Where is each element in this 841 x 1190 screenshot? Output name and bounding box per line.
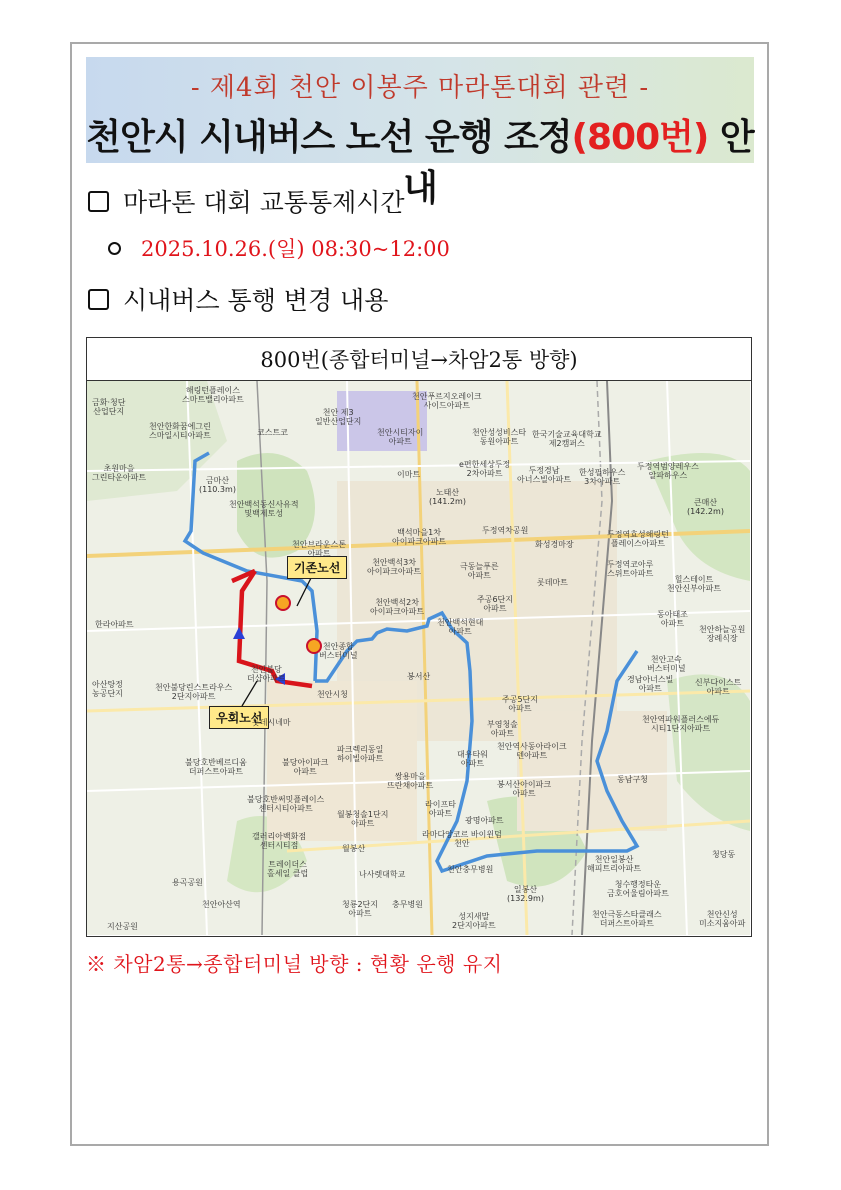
map-label: 청룡2단지 아파트 xyxy=(342,900,379,918)
checkbox-icon xyxy=(88,289,109,310)
map-label: 천안극동스타클래스 더퍼스트아파트 xyxy=(592,910,662,928)
map-label: 주공5단지 아파트 xyxy=(502,695,539,713)
direction-note: ※ 차암2통→종합터미널 방향 : 현황 운행 유지 xyxy=(86,952,503,976)
map-label: 천안종합 버스터미널 xyxy=(319,642,358,660)
map-label: 광명아파트 xyxy=(465,816,504,825)
control-time-value: 2025.10.26.(일) 08:30~12:00 xyxy=(141,237,450,261)
checkbox-icon xyxy=(88,191,109,212)
map-label: 힐스테이트 천안신부아파트 xyxy=(667,575,722,593)
map-label: 신부다이스트 아파트 xyxy=(695,678,742,696)
map-label: 천안백석동신사유적 및백제토성 xyxy=(229,500,299,518)
map-label: 천안시청 xyxy=(317,690,348,699)
map-label: 이마트 xyxy=(397,470,421,479)
map-label: 지산공원 xyxy=(107,922,138,931)
map-label: 해링턴플레이스 스마트밸리아파트 xyxy=(182,386,244,404)
map-label: 천안시티자이 아파트 xyxy=(377,428,424,446)
map-label: 두정역효성해링턴 플레이스아파트 xyxy=(607,530,669,548)
map-label: 큰매산 (142.2m) xyxy=(687,498,724,516)
legend-existing-route: 기존노선 xyxy=(287,556,347,579)
map-label: 두정역코아루 스위트아파트 xyxy=(607,560,654,578)
banner-title-route: (800번) xyxy=(571,117,709,158)
map-label: 한성필하우스 3차아파트 xyxy=(579,468,626,486)
map-label: 천안불당 더샵아파트 xyxy=(247,665,286,683)
route-map[interactable] xyxy=(87,381,750,935)
map-label: 천안역사동아라이크 텐아파트 xyxy=(497,742,567,760)
map-label: 아산탕정 농공단지 xyxy=(92,680,123,698)
map-label: 갤러리아백화점 센터시티점 xyxy=(252,832,307,850)
control-time-bullet xyxy=(108,233,450,263)
map-label: 청당동 xyxy=(712,850,736,859)
map-label: 한국기술교육대학교 제2캠퍼스 xyxy=(532,430,602,448)
route-map-panel xyxy=(86,337,752,937)
map-label: 불당호반베르디움 더퍼스트아파트 xyxy=(185,758,247,776)
map-label: 불당아이파크 아파트 xyxy=(282,758,329,776)
map-label: 화성경마장 xyxy=(535,540,574,549)
legend-detour-route: 우회노선 xyxy=(209,706,269,729)
map-label: 경남아너스빌 아파트 xyxy=(627,675,674,693)
map-label: 천안불당린스트라우스 2단지아파트 xyxy=(155,683,233,701)
map-label: 트레이더스 홀세일 클럽 xyxy=(267,860,309,878)
map-label: 천안일봉산 해피트리아파트 xyxy=(587,855,642,873)
map-label: 금마산 (110.3m) xyxy=(199,476,236,494)
map-label: 천안성성비스타 동원아파트 xyxy=(472,428,527,446)
banner-title-main: 천안시 시내버스 노선 운행 조정 xyxy=(86,117,572,158)
section-bus-change xyxy=(88,281,388,317)
map-label: 대우타워 아파트 xyxy=(457,750,488,768)
banner-title-end: 안내 xyxy=(403,117,754,209)
map-label: 동남구청 xyxy=(617,775,648,784)
map-label: 성지새말 2단지아파트 xyxy=(452,912,496,930)
section-traffic-control-label: 마라톤 대회 교통통제시간 xyxy=(123,188,405,217)
map-label: 천안백석2차 아이파크아파트 xyxy=(370,598,425,616)
map-label: 봉서산 xyxy=(407,672,431,681)
map-title: 800번(종합터미널→차암2통 방향) xyxy=(87,338,751,381)
map-label: 라이프타 아파트 xyxy=(425,800,456,818)
map-label: 노태산 (141.2m) xyxy=(429,488,466,506)
section-bus-change-label: 시내버스 통행 변경 내용 xyxy=(123,286,389,315)
map-label: 봉서산아이파크 아파트 xyxy=(497,780,552,798)
map-label: 천안하늘공원 장례식장 xyxy=(699,625,746,643)
map-label: 월봉청솔1단지 아파트 xyxy=(337,810,389,828)
map-label: 롯데시네마 xyxy=(252,718,291,727)
map-label: 쌍용마을 뜨란채아파트 xyxy=(387,772,434,790)
map-label: 극동늘푸른 아파트 xyxy=(460,562,499,580)
map-label: 충무병원 xyxy=(392,900,423,909)
map-label: 천안신성 미소지움아파 xyxy=(699,910,746,928)
map-label: 백석마을1차 아이파크아파트 xyxy=(392,528,447,546)
map-label: 두정역범양레우스 알파하우스 xyxy=(637,462,699,480)
circle-bullet-icon xyxy=(108,242,121,255)
map-label: 일봉산 (132.9m) xyxy=(507,885,544,903)
map-label: 천안한화꿈에그린 스마일시티아파트 xyxy=(149,422,211,440)
map-label: 두정역차공원 xyxy=(482,526,529,535)
map-label: 천안고속 버스터미널 xyxy=(647,655,686,673)
banner-subtitle: - 제4회 천안 이봉주 마라톤대회 관련 - xyxy=(190,73,650,103)
map-label: 동아태조 아파트 xyxy=(657,610,688,628)
map-label: 용곡공원 xyxy=(172,878,203,887)
map-label: 불당호반써밋플레이스 센터시티아파트 xyxy=(247,795,325,813)
map-label: 라마다앙코르 바이윈덤 천안 xyxy=(422,830,502,848)
map-label: 부영청솔 아파트 xyxy=(487,720,518,738)
map-label: 천안아산역 xyxy=(202,900,241,909)
map-label: 천안푸르지오레이크 사이드아파트 xyxy=(412,392,482,410)
map-label: 금화·청단 산업단지 xyxy=(92,398,126,416)
map-label: 천안브라운스톤 아파트 xyxy=(292,540,347,558)
map-label: 월봉산 xyxy=(342,844,366,853)
map-label: 천안 제3 일반산업단지 xyxy=(315,408,362,426)
map-label: 한라아파트 xyxy=(95,620,134,629)
map-label: 천안백석3차 아이파크아파트 xyxy=(367,558,422,576)
map-label: 코스트코 xyxy=(257,428,288,437)
map-label: 롯데마트 xyxy=(537,578,568,587)
map-label: 파크렉리동일 하이빌아파트 xyxy=(337,745,384,763)
map-label: 청수행정타운 금호어울림아파트 xyxy=(607,880,669,898)
map-label: 주공6단지 아파트 xyxy=(477,595,514,613)
map-label: 천안충무병원 xyxy=(447,865,494,874)
map-label: 나사렛대학교 xyxy=(359,870,406,879)
map-label: 두정경남 아너스빌아파트 xyxy=(517,466,572,484)
map-label: 초원마을 그린타운아파트 xyxy=(92,464,147,482)
map-label: e편한세상두정 2차아파트 xyxy=(459,460,511,478)
map-label: 천안백석현대 아파트 xyxy=(437,618,484,636)
map-label: 천안역파워플러스에듀 시티1단지아파트 xyxy=(642,715,720,733)
section-traffic-control xyxy=(88,183,405,219)
